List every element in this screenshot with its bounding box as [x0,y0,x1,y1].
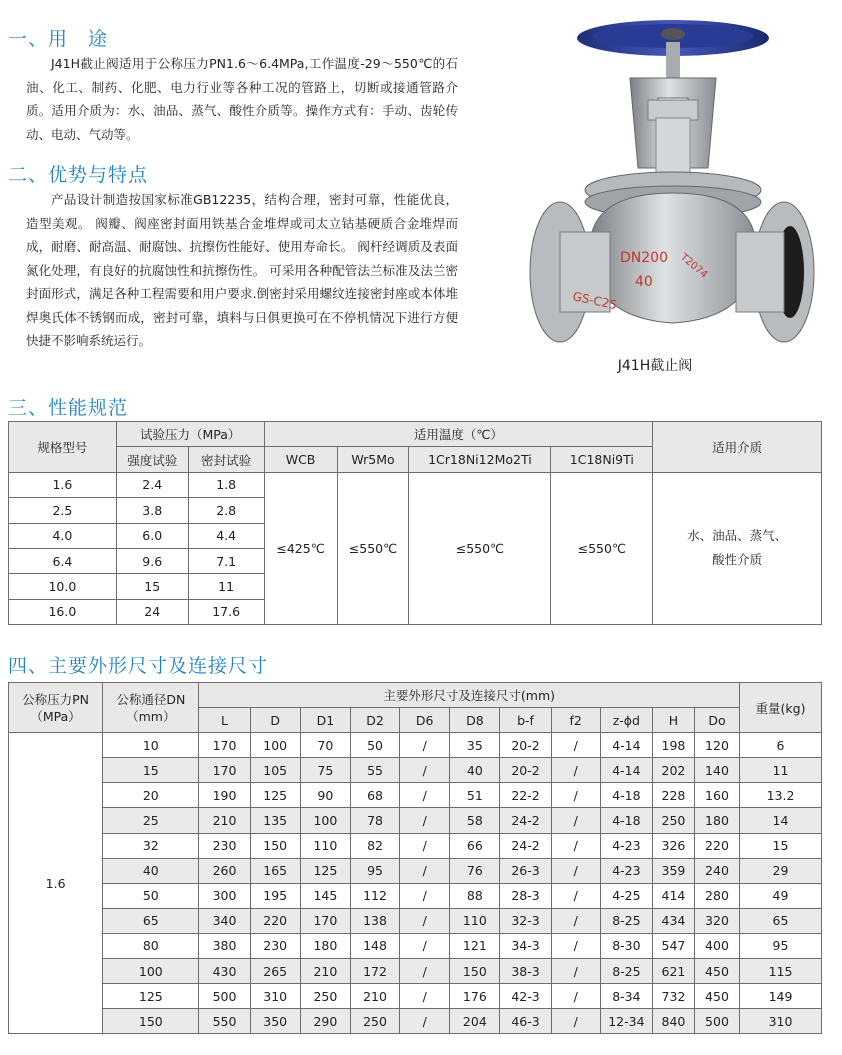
cell-temp-wcb: ≤425℃ [264,472,337,624]
header-medium: 适用介质 [653,422,822,473]
header-temperature: 适用温度（℃） [264,422,653,447]
table-cell: 145 [300,883,350,908]
table-cell: / [400,858,450,883]
table-cell: / [551,833,600,858]
table-cell: 115 [740,959,822,984]
table-cell: 4-18 [600,783,652,808]
table-cell: 11 [740,758,822,783]
cell-strength: 6.0 [116,523,188,548]
header-col-h: H [652,708,694,733]
table-cell: 220 [250,908,300,933]
usage-paragraph [26,52,458,146]
table-cell: 300 [199,883,250,908]
usage-text: J41H截止阀适用于公称压力PN1.6～6.4MPa,工作温度-29～550℃的石油、化工、制药、化肥、电力行业等各种工况的管路上，切断或接通管路介质。适用介质为：水、油品、蒸气、酸性介质等。操作方式有：手动、齿轮传动、电动、气动等。 [26,56,458,142]
table-cell: 250 [652,808,694,833]
valve-image [520,18,826,362]
table-cell: 204 [450,1009,500,1034]
table-cell: 310 [740,1009,822,1034]
table-cell: 100 [250,733,300,758]
table-cell: 550 [199,1009,250,1034]
header-strength-test: 强度试验 [116,447,188,472]
table-cell: 220 [694,833,739,858]
table-cell: 100 [300,808,350,833]
table-cell: / [400,833,450,858]
table-cell: 265 [250,959,300,984]
table-cell: 240 [694,858,739,883]
table-row [9,933,822,958]
header-col-l: L [199,708,250,733]
table-cell: 500 [694,1009,739,1034]
table-cell: 34-3 [500,933,551,958]
table-cell: 4-23 [600,858,652,883]
table-cell: 176 [450,984,500,1009]
table-cell: / [400,908,450,933]
cell-seal: 4.4 [188,523,264,548]
valve-mark-dn: DN200 [620,250,668,266]
table-cell: 380 [199,933,250,958]
table-row [9,808,822,833]
table-cell: 320 [694,908,739,933]
table-cell: 230 [250,933,300,958]
table-cell: 38-3 [500,959,551,984]
table-cell: 28-3 [500,883,551,908]
header-dn-line2: （mm） [126,708,176,724]
table-cell: 76 [450,858,500,883]
table-cell: 110 [450,908,500,933]
table-cell: 105 [250,758,300,783]
table-cell: 230 [199,833,250,858]
cell-medium [653,472,822,624]
table-cell: / [400,959,450,984]
table-cell: 49 [740,883,822,908]
header-col-z-d: z-ϕd [600,708,652,733]
header-col-do: Do [694,708,739,733]
table-cell: 29 [740,858,822,883]
header-dn [103,683,199,733]
table-cell: 210 [300,959,350,984]
table-row [9,758,822,783]
table-cell: 8-25 [600,959,652,984]
table-cell: 80 [103,933,199,958]
dimensions-table [8,682,822,1034]
table-cell: 840 [652,1009,694,1034]
table-cell: 42-3 [500,984,551,1009]
table-cell: 310 [250,984,300,1009]
table-row [9,984,822,1009]
table-cell: / [551,758,600,783]
table-cell: 4-14 [600,733,652,758]
cell-seal: 7.1 [188,548,264,573]
valve-mark-serial: T2074 [678,251,710,281]
table-cell: 450 [694,984,739,1009]
header-pn-line2: （MPa） [30,708,81,724]
table-cell: / [551,808,600,833]
table-cell: 198 [652,733,694,758]
table-row [9,883,822,908]
header-pn-line1: 公称压力PN [22,691,90,707]
header-material: 1Cr18Ni12Mo2Ti [409,447,551,472]
table-row [9,908,822,933]
table-cell: / [400,758,450,783]
table-cell: 165 [250,858,300,883]
table-cell: 35 [450,733,500,758]
table-cell: 290 [300,1009,350,1034]
cell-temp-wr5mo: ≤550℃ [337,472,409,624]
header-material: Wr5Mo [337,447,409,472]
table-cell: / [400,783,450,808]
cell-model: 2.5 [9,498,117,523]
features-paragraph [26,188,458,353]
table-cell: 125 [103,984,199,1009]
table-cell: 22-2 [500,783,551,808]
table-cell: 120 [694,733,739,758]
header-material: WCB [264,447,337,472]
table-cell: 547 [652,933,694,958]
medium-line-2: 酸性介质 [712,552,763,568]
section-title-spec: 三、性能规范 [8,397,129,419]
table-cell: 434 [652,908,694,933]
table-cell: 125 [300,858,350,883]
table-cell: / [551,883,600,908]
table-cell: / [400,883,450,908]
table-row [9,472,822,497]
table-cell: 170 [300,908,350,933]
table-cell: / [551,1009,600,1034]
table-cell: 24-2 [500,833,551,858]
table-cell: 8-25 [600,908,652,933]
table-cell: / [551,908,600,933]
table-cell: 170 [199,758,250,783]
table-row [9,733,822,758]
table-cell: 112 [350,883,399,908]
valve-mark-material: GS-C25 [571,289,619,313]
table-cell: 50 [103,883,199,908]
table-cell: 46-3 [500,1009,551,1034]
table-cell: / [400,933,450,958]
table-cell: 430 [199,959,250,984]
cell-strength: 2.4 [116,472,188,497]
header-pn [9,683,103,733]
table-cell: / [551,933,600,958]
table-cell: / [400,733,450,758]
header-col-b-f: b-f [500,708,551,733]
table-row [9,858,822,883]
table-cell: 40 [450,758,500,783]
table-cell: 20-2 [500,758,551,783]
header-seal-test: 密封试验 [188,447,264,472]
table-row [9,833,822,858]
table-cell: 4-18 [600,808,652,833]
cell-seal: 17.6 [188,599,264,624]
table-cell: 110 [300,833,350,858]
table-cell: 500 [199,984,250,1009]
cell-pn: 1.6 [9,733,103,1034]
cell-strength: 15 [116,574,188,599]
table-cell: / [551,858,600,883]
table-cell: 95 [740,933,822,958]
table-cell: 51 [450,783,500,808]
header-model: 规格型号 [9,422,117,473]
cell-strength: 24 [116,599,188,624]
table-cell: 326 [652,833,694,858]
table-cell: 8-30 [600,933,652,958]
table-cell: 160 [694,783,739,808]
table-cell: 26-3 [500,858,551,883]
cell-model: 16.0 [9,599,117,624]
table-cell: / [551,984,600,1009]
table-cell: 359 [652,858,694,883]
table-cell: 65 [740,908,822,933]
table-cell: 140 [694,758,739,783]
valve-caption: J41H截止阀 [617,358,693,374]
table-cell: 78 [350,808,399,833]
header-dn-line1: 公称通径DN [116,691,186,707]
table-cell: 149 [740,984,822,1009]
table-cell: 125 [250,783,300,808]
section-title-usage: 一、用 途 [8,28,109,50]
table-cell: 14 [740,808,822,833]
table-cell: / [551,783,600,808]
table-cell: 180 [694,808,739,833]
table-cell: 260 [199,858,250,883]
cell-model: 6.4 [9,548,117,573]
table-cell: 150 [250,833,300,858]
cell-temp-1cr18: ≤550℃ [409,472,551,624]
table-cell: 100 [103,959,199,984]
table-cell: 250 [300,984,350,1009]
table-cell: 150 [450,959,500,984]
table-cell: 170 [199,733,250,758]
table-cell: 250 [350,1009,399,1034]
cell-seal: 2.8 [188,498,264,523]
table-cell: 340 [199,908,250,933]
section-title-dimensions: 四、主要外形尺寸及连接尺寸 [8,655,269,677]
table-row [9,959,822,984]
table-cell: 172 [350,959,399,984]
section-title-features: 二、优势与特点 [8,164,149,186]
table-cell: 10 [103,733,199,758]
table-cell: 210 [199,808,250,833]
header-weight: 重量(kg) [740,683,822,733]
table-cell: 55 [350,758,399,783]
table-cell: 90 [300,783,350,808]
header-col-d8: D8 [450,708,500,733]
cell-model: 4.0 [9,523,117,548]
features-text: 产品设计制造按国家标准GB12235，结构合理，密封可靠，性能优良，造型美观。 阀瓣、阀座密封面用铁基合金堆焊或司太立钴基硬质合金堆焊而成，耐磨、耐高温、耐腐蚀、抗擦伤性能好、使用寿命长。 阀杆经调质及表面氮化处理，有良好的抗腐蚀性和抗擦伤性。 可采用各种配管法兰标准及法兰密封面形式，满足各种工程需要和用户要求.倒密封采用螺纹连接密封座或本体堆焊奥氏体不锈钢而成，密封可靠，填料与日俱更换可在不停机情况下进行方便快捷不影响系统运行。 [26,192,458,348]
table-cell: 6 [740,733,822,758]
table-cell: 4-25 [600,883,652,908]
header-col-f2: f2 [551,708,600,733]
table-cell: 4-14 [600,758,652,783]
table-cell: 138 [350,908,399,933]
table-cell: 40 [103,858,199,883]
table-cell: 121 [450,933,500,958]
table-cell: 135 [250,808,300,833]
table-cell: 68 [350,783,399,808]
valve-mark-pressure: 40 [635,274,653,290]
table-cell: 450 [694,959,739,984]
table-cell: 400 [694,933,739,958]
table-row [9,783,822,808]
table-cell: 280 [694,883,739,908]
table-cell: / [400,808,450,833]
table-cell: / [551,959,600,984]
table-cell: 25 [103,808,199,833]
table-cell: / [400,1009,450,1034]
medium-line-1: 水、油品、蒸气、 [687,528,788,544]
table-cell: 13.2 [740,783,822,808]
table-cell: 12-34 [600,1009,652,1034]
header-col-d6: D6 [400,708,450,733]
table-cell: / [551,733,600,758]
table-cell: 95 [350,858,399,883]
cell-seal: 11 [188,574,264,599]
table-cell: 8-34 [600,984,652,1009]
table-cell: 24-2 [500,808,551,833]
table-cell: 66 [450,833,500,858]
table-cell: 621 [652,959,694,984]
table-cell: 350 [250,1009,300,1034]
cell-seal: 1.8 [188,472,264,497]
header-material: 1C18Ni9Ti [551,447,653,472]
table-cell: 82 [350,833,399,858]
header-dimensions: 主要外形尺寸及连接尺寸(mm) [199,683,740,708]
table-cell: 150 [103,1009,199,1034]
header-col-d1: D1 [300,708,350,733]
table-cell: 228 [652,783,694,808]
table-cell: 58 [450,808,500,833]
table-cell: 50 [350,733,399,758]
header-col-d: D [250,708,300,733]
cell-model: 1.6 [9,472,117,497]
table-cell: 180 [300,933,350,958]
table-cell: 32-3 [500,908,551,933]
table-cell: / [400,984,450,1009]
table-cell: 75 [300,758,350,783]
table-cell: 70 [300,733,350,758]
table-cell: 732 [652,984,694,1009]
table-cell: 4-23 [600,833,652,858]
cell-temp-1c18: ≤550℃ [551,472,653,624]
table-cell: 148 [350,933,399,958]
table-cell: 20 [103,783,199,808]
cell-strength: 3.8 [116,498,188,523]
table-cell: 15 [740,833,822,858]
table-cell: 195 [250,883,300,908]
table-cell: 88 [450,883,500,908]
header-test-pressure: 试验压力（MPa） [116,422,264,447]
header-col-d2: D2 [350,708,399,733]
table-cell: 414 [652,883,694,908]
cell-strength: 9.6 [116,548,188,573]
performance-table [8,421,822,625]
table-cell: 65 [103,908,199,933]
table-row [9,1009,822,1034]
table-cell: 190 [199,783,250,808]
table-cell: 15 [103,758,199,783]
cell-model: 10.0 [9,574,117,599]
table-cell: 202 [652,758,694,783]
table-cell: 210 [350,984,399,1009]
table-cell: 20-2 [500,733,551,758]
table-cell: 32 [103,833,199,858]
